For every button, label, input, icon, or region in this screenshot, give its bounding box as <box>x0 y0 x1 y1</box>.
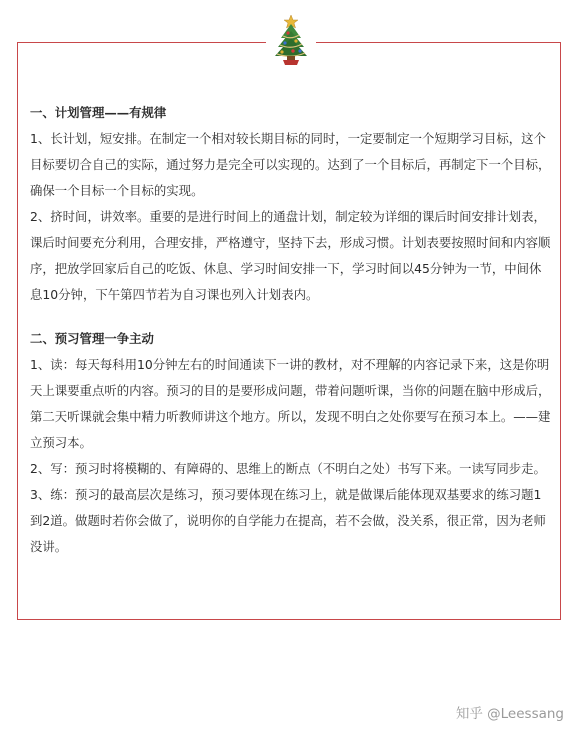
paragraph: 1、长计划，短安排。在制定一个相对较长期目标的同时，一定要制定一个短期学习目标，这个目标要切合自己的实际，通过努力是完全可以实现的。达到了一个目标后，再制定下一个目标，确保一个目标一个目标的实现。 <box>30 131 551 198</box>
article-body <box>30 100 552 560</box>
paragraph: 2、挤时间，讲效率。重要的是进行时间上的通盘计划，制定较为详细的课后时间安排计划表，课后时间要充分利用，合理安排，严格遵守，坚持下去，形成习惯。计划表要按照时间和内容顺序，把放学回家后自己的吃饭、休息、学习时间安排一下，学习时间以45分钟为一节，中间休息10分钟，下午第四节若为自习课也列入计划表内。 <box>30 209 551 302</box>
section-heading: 二、预习管理一争主动 <box>30 331 154 346</box>
christmas-tree-icon <box>266 14 316 66</box>
section-spacer <box>30 308 552 326</box>
paragraph: 2、写：预习时将模糊的、有障碍的、思维上的断点（不明白之处）书写下来。一读写同步走。 <box>30 461 546 476</box>
paragraph: 3、练：预习的最高层次是练习，预习要体现在练习上，就是做课后能体现双基要求的练习题1到2道。做题时若你会做了，说明你的自学能力在提高，若不会做，没关系，很正常，因为老师没讲。 <box>30 487 546 554</box>
section-heading: 一、计划管理——有规律 <box>30 105 167 120</box>
paragraph: 1、读：每天每科用10分钟左右的时间通读下一讲的教材，对不理解的内容记录下来，这是你明天上课要重点听的内容。预习的目的是要形成问题，带着问题听课，当你的问题在脑中形成后，第二天听课就会集中精力听教师讲这个地方。所以，发现不明白之处你要写在预习本上。——建立预习本。 <box>30 357 551 450</box>
watermark: 知乎 @Leessang <box>455 706 564 722</box>
